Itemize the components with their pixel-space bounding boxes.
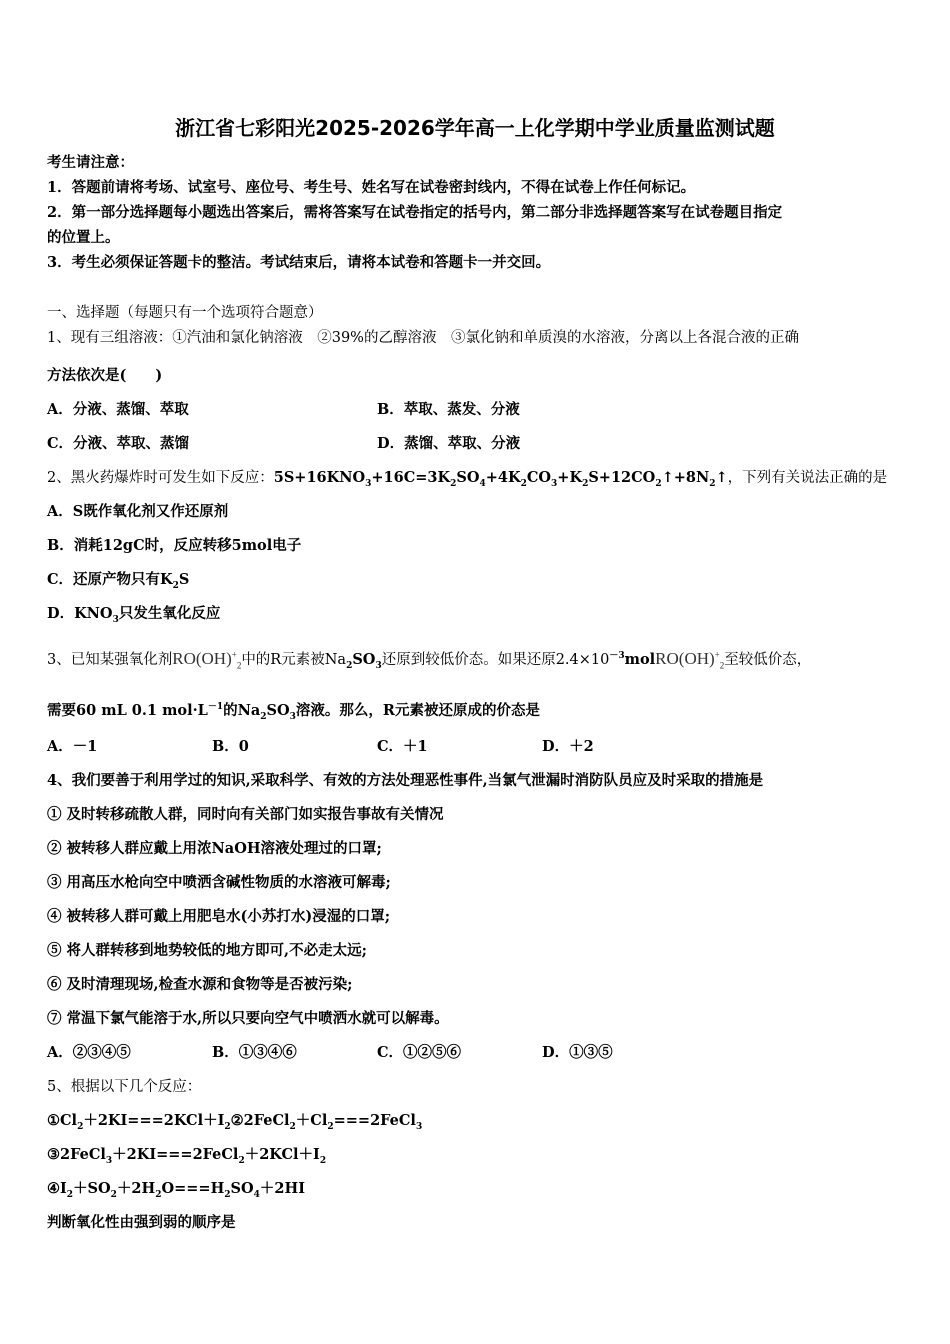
- q4-item: ① 及时转移疏散人群，同时向有关部门如实报告事故有关情况: [47, 806, 444, 823]
- q1-option-d: D．蒸馏、萃取、分液: [377, 435, 521, 452]
- q2-stem: 2、黑火药爆炸时可发生如下反应：$5S+16KNO_3+16C=3K_2SO_4+4K_2CO_3+K_2S+12CO_2↑+8N_2↑$，下列有关说法正确的是: [47, 469, 888, 489]
- notice-item: 2．第一部分选择题每小题选出答案后，需将答案写在试卷指定的括号内，第二部分非选择题答案写在试卷题目指定: [47, 204, 783, 221]
- q4-item: ③ 用高压水枪向空中喷洒含碱性物质的水溶液可解毒;: [47, 874, 391, 891]
- q5-reaction: $①Cl_2+2KI===2KCl+I_2②2FeCl_2+Cl_2===2FeCl_3$: [47, 1112, 423, 1132]
- q3-formula: $RO(OH)^+_2$: [172, 649, 242, 671]
- notice-item: 3．考生必须保证答题卡的整洁。考试结束后，请将本试卷和答题卡一并交回。: [47, 254, 551, 271]
- q1-stem: 1、现有三组溶液：①汽油和氯化钠溶液 ②39%的乙醇溶液 ③氯化钠和单质溴的水溶液，分离以上各混合液的正确: [47, 330, 799, 346]
- notice-heading: 考生请注意：: [47, 154, 134, 171]
- q4-option-a: A．②③④⑤: [47, 1044, 131, 1061]
- notice-item: 1．答题前请将考场、试室号、座位号、考生号、姓名写在试卷密封线内，不得在试卷上作任何标记。: [47, 179, 696, 196]
- q3-formula: $RO(OH)^+_2$: [655, 649, 725, 671]
- q1-option-a: A．分液、蒸馏、萃取: [47, 401, 189, 418]
- q3-option-b: B．0: [212, 738, 249, 755]
- q3-option-c: C．＋1: [377, 738, 428, 755]
- q2-option-b: B．消耗12gC时，反应转移5mol电子: [47, 537, 302, 554]
- q3-option-a: A．－1: [47, 738, 98, 755]
- q2-option-d: D．$KNO_3$只发生氧化反应: [47, 605, 221, 625]
- q2-option-a: A．S既作氧化剂又作还原剂: [47, 503, 229, 520]
- notice-item: 的位置上。: [47, 229, 120, 246]
- q4-item: ④ 被转移人群可戴上用肥皂水(小苏打水)浸湿的口罩;: [47, 908, 391, 925]
- q1-option-b: B．萃取、蒸发、分液: [377, 401, 520, 418]
- q4-item: ⑦ 常温下氯气能溶于水,所以只要向空气中喷洒水就可以解毒。: [47, 1010, 449, 1027]
- q4-option-d: D．①③⑤: [542, 1044, 613, 1061]
- q1-stem-cont: 方法依次是( ): [47, 367, 163, 384]
- q5-question: 判断氧化性由强到弱的顺序是: [47, 1214, 236, 1231]
- page-title: 浙江省七彩阳光2025-2026学年高一上化学期中学业质量监测试题: [175, 116, 775, 140]
- q4-item: ② 被转移人群应戴上用浓NaOH溶液处理过的口罩;: [47, 840, 382, 857]
- q5-reaction: $③2FeCl_3+2KI===2FeCl_2+2KCl+I_2$: [47, 1146, 327, 1166]
- q5-reaction: $④I_2+SO_2+2H_2O===H_2SO_4+2HI$: [47, 1180, 305, 1200]
- q4-option-c: C．①②⑤⑥: [377, 1044, 462, 1061]
- q4-option-b: B．①③④⑥: [212, 1044, 297, 1061]
- section-heading: 一、选择题（每题只有一个选项符合题意）: [47, 305, 323, 321]
- q4-item: ⑥ 及时清理现场,检查水源和食物等是否被污染;: [47, 976, 353, 993]
- q2-option-c: C．还原产物只有$K_2S$: [47, 571, 190, 591]
- q3-option-d: D．＋2: [542, 738, 594, 755]
- q3-stem: 3、已知某强氧化剂$RO(OH)^+_2$中的R元素被$Na_2SO_3$还原到较低价态。如果还原$2.4\times 10^{-3}molRO(OH)^+_2$至较低价态，: [47, 649, 812, 671]
- q4-item: ⑤ 将人群转移到地势较低的地方即可,不必走太远;: [47, 942, 367, 959]
- q1-option-c: C．分液、萃取、蒸馏: [47, 435, 190, 452]
- q3-stem-cont: 需要60 mL 0.1 $mol\cdot L^{-1}$的$Na_2SO_3$溶液。那么，R元素被还原成的价态是: [47, 702, 540, 722]
- q4-stem: 4、我们要善于利用学过的知识,采取科学、有效的方法处理恶性事件,当氯气泄漏时消防队员应及时采取的措施是: [47, 772, 764, 789]
- q5-stem: 5、根据以下几个反应：: [47, 1079, 202, 1095]
